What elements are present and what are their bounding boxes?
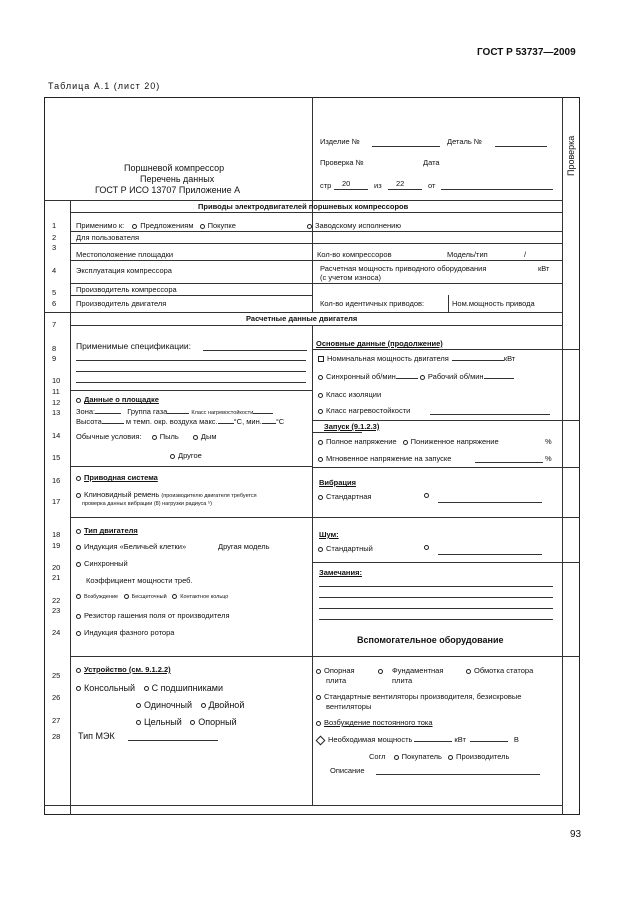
noise-other-field[interactable] [438,554,542,555]
number-column-line [70,200,71,815]
date-label: Дата [423,158,440,167]
line-num: 27 [52,716,61,725]
row-line [312,420,562,421]
radio-icon [307,224,312,229]
remarks-line[interactable] [319,586,553,587]
detail-field[interactable] [495,146,547,147]
site-data-heading: Данные о площадке [76,395,159,404]
applies-label: Применимо к: [76,221,125,230]
row-line [70,656,312,657]
line-num: 19 [52,541,61,550]
remarks-heading: Замечания: [319,568,362,577]
other-option[interactable]: Другое [170,451,202,460]
radio-icon [403,440,408,445]
vibration-heading: Вибрация [319,478,357,487]
line-num: 11 [52,387,60,396]
radio-icon [200,224,205,229]
radio-icon [132,224,137,229]
power-factor-label: Коэффициент мощности треб. [86,576,193,585]
line-num: 18 [52,530,61,539]
dc-excitation-option[interactable]: Возбуждение постоянного тока [316,718,433,727]
row-line [312,467,562,468]
radio-icon [76,529,81,534]
vibration-standard-option[interactable]: Стандартная [318,492,371,501]
pedestal-option[interactable]: Опорный [190,717,236,727]
radio-icon [76,562,81,567]
section-drives-title: Приводы электродвигателей поршневых компрессоров [198,202,409,211]
motor-type-heading: Тип двигателя [76,526,138,535]
radio-icon [378,669,383,674]
noise-heading: Шум: [319,530,339,539]
radio-icon [76,476,81,481]
for-user-label: Для пользователя [76,233,140,242]
noise-other-option[interactable] [424,542,432,551]
radio-icon [318,409,323,414]
solid-pedestal-row [136,717,237,727]
line-num: 6 [52,299,57,308]
specs-line[interactable] [76,360,306,361]
section-calc-title: Расчетные данные двигателя [246,314,358,323]
proposals-option[interactable]: Предложениям [132,221,193,230]
wound-rotor-option[interactable]: Индукция фазного ротора [76,628,174,637]
total-line [388,189,422,190]
radio-icon [466,669,471,674]
row-line [70,212,562,213]
line-num: 9 [52,354,57,363]
row-line [70,243,562,244]
radio-icon [394,755,399,760]
row-line [70,260,562,261]
radio-icon [318,547,323,552]
radio-icon [318,457,323,462]
console-option[interactable]: Консольный [76,683,135,693]
row-line [70,466,312,467]
line-num: 12 [52,398,61,407]
title-line-3: ГОСТ Р ИСО 13707 Приложение А [95,185,241,195]
line-num: 26 [52,693,61,702]
from-field[interactable] [441,189,553,190]
line-num: 16 [52,476,61,485]
radio-icon [170,454,175,459]
zone-row: Зона: Группа газа Класс нагревостойкости [76,407,273,416]
base-plate-line2: плита [326,676,347,685]
height-row: Высота м темп. окр. воздуха макс. °С, мин. °С [76,417,285,426]
fans-option[interactable]: Стандартные вентиляторы производителя, безискровые [316,692,521,701]
description-field[interactable] [376,774,540,775]
line-num: 3 [52,243,57,252]
description-label: Описание [330,766,365,775]
remarks-line[interactable] [319,619,553,620]
console-row [76,683,223,693]
from-label: от [428,181,436,190]
vbelt-note: проверка данных вибрации (8) нагрузки радиуса ⁵) [82,501,213,507]
row-1 [76,221,236,230]
margin-tick [562,517,580,518]
line-num: 23 [52,606,61,615]
compressor-maker-label: Производитель компрессора [76,285,177,294]
kw-unit: кВт [538,264,550,273]
line-num: 24 [52,628,61,637]
line-num: 22 [52,596,61,605]
radio-icon [76,545,81,550]
resistor-option[interactable]: Резистор гашения поля от производителя [76,611,230,620]
pct-unit: % [545,437,552,446]
row-line [70,295,312,296]
row-line [70,390,312,391]
dust-option[interactable]: Пыль [152,432,179,441]
drive-count-label: Кол-во идентичных приводов: [320,299,425,308]
remarks-line[interactable] [319,597,553,598]
row-line [312,562,562,563]
margin-tick [562,420,580,421]
radio-icon [318,495,323,500]
buyer-option[interactable]: Покупатель [394,752,442,761]
aux-heading: Вспомогательное оборудование [357,635,504,645]
with-bearings-option[interactable]: С подшипниками [144,683,223,693]
table-caption: Таблица А.1 (лист 20) [48,81,161,91]
detail-label: Деталь № [447,137,482,146]
compressor-count-label: Кол-во компрессоров [317,250,392,259]
row-line [44,312,562,313]
line-num: 17 [52,497,61,506]
required-power-row: Необходимая мощность кВт В [317,735,519,744]
line-num: 21 [52,573,61,582]
nema-field[interactable] [128,740,218,741]
radio-icon [76,594,81,599]
sync-rpm-option[interactable]: Синхронный об/мин [318,372,396,381]
specs-line[interactable] [76,371,306,372]
device-heading: Устройство (см. 9.1.2.2) [76,665,171,674]
model-slash: / [524,250,527,259]
check-label: Проверка № [320,158,364,167]
instant-voltage-field[interactable] [475,462,543,463]
product-label: Изделие № [320,137,360,146]
rated-power-label: Расчетная мощность приводного оборудования [320,264,487,273]
title-line-2: Перечень данных [140,174,215,184]
main-data-cont-heading: Основные данные (продолжение) [316,339,443,348]
specs-field[interactable] [203,350,307,351]
radio-icon [144,686,149,691]
mid-divider [312,325,313,805]
base-plate-option[interactable]: Опорная [316,666,355,675]
work-rpm-option[interactable]: Рабочий об/мин [420,372,484,381]
excitation-option[interactable]: Возбуждение [76,594,118,600]
pct-unit-2: % [545,454,552,463]
specs-line[interactable] [76,382,306,383]
site-location-label: Местоположение площадки [76,250,174,259]
page-number: 93 [570,829,582,840]
row-line [312,349,562,350]
margin-tick [562,349,580,350]
drive-system-heading: Приводная система [76,473,158,482]
radio-icon [318,375,323,380]
induction-option[interactable]: Индукция «Беличьей клетки» [76,542,186,551]
of-label: из [374,181,382,190]
row-line [312,517,562,518]
double-option[interactable]: Двойной [201,700,245,710]
radio-icon [420,375,425,380]
drive-power-label: Ном.мощность привода [452,299,535,308]
remarks-line[interactable] [319,608,553,609]
rpm-row [318,372,514,381]
excitation-row [76,594,228,600]
solid-option[interactable]: Цельный [136,717,182,727]
vibration-other-option[interactable] [424,490,432,499]
radio-icon [76,614,81,619]
slipring-option[interactable]: Контактное кольцо [172,594,228,600]
heat-class-option[interactable]: Класс нагревостойкости [318,406,410,415]
instant-voltage-option[interactable]: Мгновенное напряжение на запуске [318,454,451,463]
checkbox-icon[interactable] [318,356,324,362]
page-no-line [334,189,368,190]
row-line [70,325,562,326]
foundation-option[interactable]: Фундаментная [378,666,443,675]
fans-line2: вентиляторы [326,702,372,711]
radio-icon [136,720,141,725]
sync-option[interactable]: Синхронный [76,559,128,568]
line-num: 7 [52,320,57,329]
total-pages: 22 [396,179,405,188]
line-num: 5 [52,288,57,297]
radio-icon [136,703,141,708]
margin-tick [562,467,580,468]
radio-icon [76,668,81,673]
agree-row: Согл Покупатель Производитель [369,752,510,761]
single-option[interactable]: Одиночный [136,700,192,710]
radio-icon [316,695,321,700]
row-line [44,805,562,806]
line-num: 14 [52,431,61,440]
radio-icon [76,493,81,498]
row-line [44,200,562,201]
maker-option[interactable]: Производитель [448,752,509,761]
vibration-other-field[interactable] [438,502,542,503]
row-line [312,656,562,657]
radio-icon [76,398,81,403]
gost-number: ГОСТ Р 53737—2009 [477,47,576,58]
page-no: 20 [342,179,351,188]
row-line [70,283,562,284]
start-heading: Запуск (9.1.2.3) [324,422,380,431]
radio-icon [316,669,321,674]
radio-icon [190,720,195,725]
nema-label: Тип МЭК [78,731,115,741]
row-line [70,517,312,518]
full-voltage-option[interactable]: Полное напряжение [318,437,397,446]
brushless-option[interactable]: Бесщеточный [124,594,167,600]
right-margin-line [562,97,563,815]
smoke-option[interactable]: Дым [193,432,217,441]
page-label: стр [320,181,332,190]
radio-icon [318,393,323,398]
side-label: Проверка [566,135,576,176]
voltage-row [318,437,499,446]
radio-icon [424,493,429,498]
radio-icon [448,755,453,760]
heat-class-field[interactable] [430,414,550,415]
radio-icon [193,435,198,440]
purchase-option[interactable]: Покупке [200,221,236,230]
low-voltage-option[interactable]: Пониженное напряжение [403,437,499,446]
radio-icon [201,703,206,708]
specs-label: Применимые спецификации: [76,341,191,351]
noise-standard-option[interactable]: Стандартный [318,544,373,553]
compressor-operation-label: Эксплуатация компрессора [76,266,172,275]
line-num: 20 [52,563,61,572]
radio-icon [124,594,129,599]
line-num: 15 [52,453,61,462]
foundation-line2: плита [392,676,413,685]
radio-icon [76,686,81,691]
line-num: 28 [52,732,61,741]
radio-icon [318,440,323,445]
radio-icon [76,631,81,636]
margin-tick [562,656,580,657]
model-type-label: Модель/тип [447,250,488,259]
motor-maker-label: Производитель двигателя [76,299,167,308]
radio-icon [152,435,157,440]
radio-icon [424,545,429,550]
normal-conditions-row: Обычные условия: Пыль Дым [76,432,217,441]
wear-note: (с учетом износа) [320,273,382,282]
line-num: 1 [52,221,57,230]
line-num: 25 [52,671,61,680]
row-line [70,231,562,232]
insulation-option[interactable]: Класс изоляции [318,390,381,399]
stator-option[interactable]: Обмотка статора [466,666,533,675]
margin-tick [562,562,580,563]
other-model-label: Другая модель [218,542,270,551]
line-num: 4 [52,266,57,275]
factory-option[interactable]: Заводскому исполнению [307,221,401,230]
radio-icon [316,721,321,726]
line-num: 8 [52,344,57,353]
line-num: 2 [52,233,57,242]
single-double-row [136,700,244,710]
line-num: 13 [52,408,61,417]
vbelt-option[interactable]: Клиновидный ремень (производителю двигателя требуется [76,490,257,499]
nominal-power-row: Номинальная мощность двигателя кВт [318,354,515,363]
row-line [312,432,362,433]
diamond-icon [316,735,326,745]
product-field[interactable] [372,146,440,147]
line-num: 10 [52,376,61,385]
radio-icon [172,594,177,599]
cell-divider [448,295,449,312]
title-line-1: Поршневой компрессор [124,163,225,173]
